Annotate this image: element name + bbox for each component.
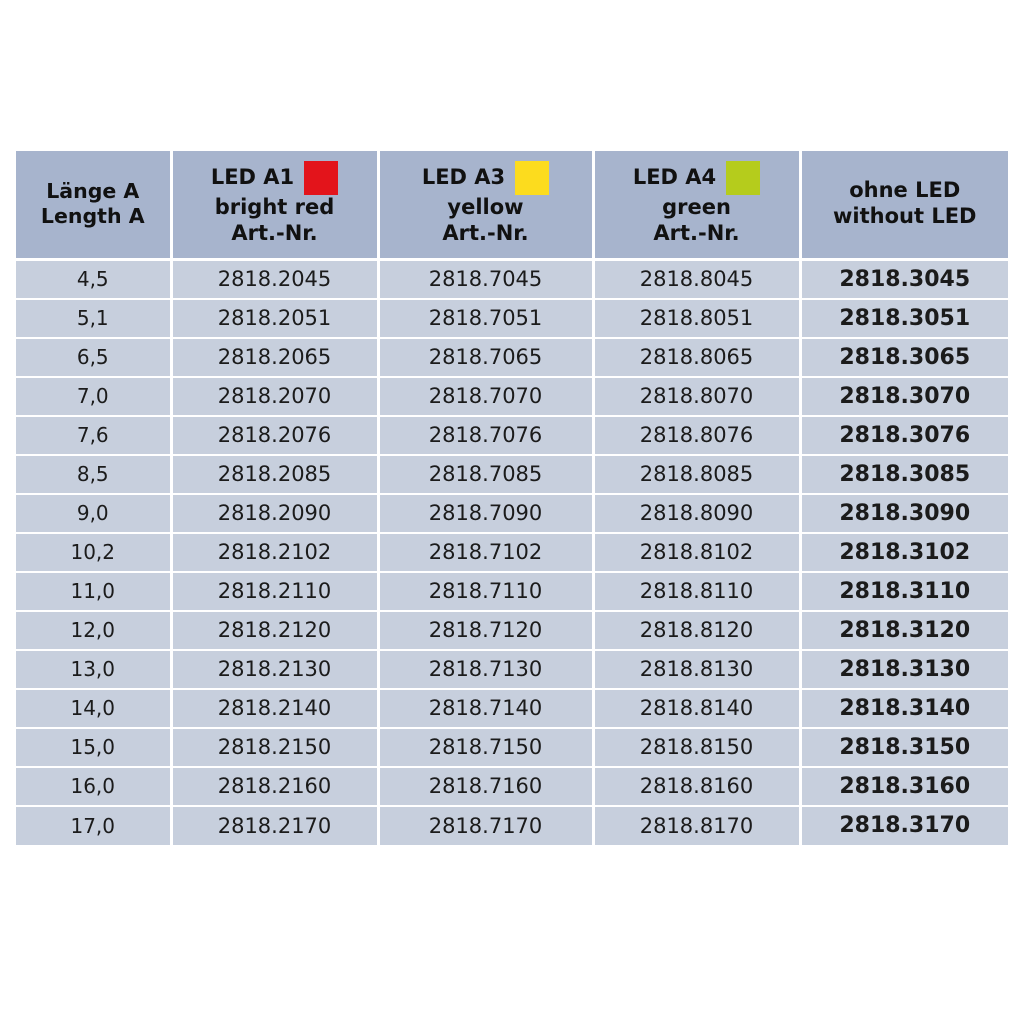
table-row [16, 494, 1008, 533]
cell-led-a1-artnr: 2818.2160 [171, 767, 378, 806]
cell-without-led-artnr: 2818.3045 [800, 260, 1008, 299]
column-header-length [16, 151, 171, 260]
cell-without-led-artnr: 2818.3170 [800, 806, 1008, 845]
column-header-led-a3 [378, 151, 593, 260]
table-row [16, 728, 1008, 767]
table-header-row [16, 151, 1008, 260]
cell-length: 9,0 [16, 494, 171, 533]
cell-led-a3-artnr: 2818.7170 [378, 806, 593, 845]
cell-length: 15,0 [16, 728, 171, 767]
cell-without-led-artnr: 2818.3130 [800, 650, 1008, 689]
cell-length: 11,0 [16, 572, 171, 611]
cell-length: 8,5 [16, 455, 171, 494]
column-header-led-a4-color: green [662, 195, 731, 219]
cell-led-a3-artnr: 2818.7110 [378, 572, 593, 611]
cell-led-a1-artnr: 2818.2070 [171, 377, 378, 416]
cell-led-a1-artnr: 2818.2076 [171, 416, 378, 455]
cell-led-a3-artnr: 2818.7150 [378, 728, 593, 767]
cell-led-a3-artnr: 2818.7160 [378, 767, 593, 806]
table-row [16, 806, 1008, 845]
red-color-swatch [304, 161, 338, 195]
cell-led-a3-artnr: 2818.7102 [378, 533, 593, 572]
cell-led-a3-artnr: 2818.7070 [378, 377, 593, 416]
cell-led-a1-artnr: 2818.2170 [171, 806, 378, 845]
column-header-led-a1-line1 [179, 161, 371, 195]
table-body [16, 260, 1008, 845]
table-header [16, 151, 1008, 260]
cell-led-a3-artnr: 2818.7090 [378, 494, 593, 533]
cell-length: 17,0 [16, 806, 171, 845]
cell-led-a4-artnr: 2818.8140 [593, 689, 800, 728]
cell-led-a3-artnr: 2818.7051 [378, 299, 593, 338]
cell-led-a1-artnr: 2818.2090 [171, 494, 378, 533]
cell-led-a4-artnr: 2818.8130 [593, 650, 800, 689]
cell-led-a1-artnr: 2818.2085 [171, 455, 378, 494]
cell-without-led-artnr: 2818.3120 [800, 611, 1008, 650]
cell-length: 4,5 [16, 260, 171, 299]
cell-led-a4-artnr: 2818.8085 [593, 455, 800, 494]
column-header-led-a4 [593, 151, 800, 260]
column-header-led-a1-color: bright red [214, 195, 335, 219]
table-row [16, 377, 1008, 416]
table-row [16, 611, 1008, 650]
column-header-led-a4-line1 [601, 161, 793, 195]
cell-length: 7,0 [16, 377, 171, 416]
cell-led-a4-artnr: 2818.8160 [593, 767, 800, 806]
cell-length: 13,0 [16, 650, 171, 689]
cell-length: 5,1 [16, 299, 171, 338]
cell-led-a4-artnr: 2818.8102 [593, 533, 800, 572]
cell-led-a3-artnr: 2818.7085 [378, 455, 593, 494]
column-header-led-a3-title: LED A3 [421, 165, 506, 190]
table-row [16, 767, 1008, 806]
cell-led-a4-artnr: 2818.8065 [593, 338, 800, 377]
cell-led-a4-artnr: 2818.8070 [593, 377, 800, 416]
cell-length: 10,2 [16, 533, 171, 572]
cell-without-led-artnr: 2818.3070 [800, 377, 1008, 416]
table-row [16, 533, 1008, 572]
cell-length: 16,0 [16, 767, 171, 806]
cell-without-led-artnr: 2818.3140 [800, 689, 1008, 728]
cell-led-a3-artnr: 2818.7045 [378, 260, 593, 299]
column-header-length-de: Länge A [46, 178, 140, 203]
green-color-swatch [726, 161, 760, 195]
cell-led-a1-artnr: 2818.2102 [171, 533, 378, 572]
cell-led-a4-artnr: 2818.8076 [593, 416, 800, 455]
cell-length: 12,0 [16, 611, 171, 650]
cell-led-a4-artnr: 2818.8090 [593, 494, 800, 533]
column-header-led-a3-line1 [386, 161, 586, 195]
table-row [16, 416, 1008, 455]
column-header-led-a4-title: LED A4 [632, 165, 717, 190]
cell-led-a4-artnr: 2818.8051 [593, 299, 800, 338]
table-row [16, 572, 1008, 611]
column-header-without-led [800, 151, 1008, 260]
cell-led-a3-artnr: 2818.7140 [378, 689, 593, 728]
cell-led-a1-artnr: 2818.2150 [171, 728, 378, 767]
cell-led-a4-artnr: 2818.8045 [593, 260, 800, 299]
cell-length: 14,0 [16, 689, 171, 728]
cell-led-a4-artnr: 2818.8170 [593, 806, 800, 845]
cell-without-led-artnr: 2818.3065 [800, 338, 1008, 377]
cell-led-a1-artnr: 2818.2110 [171, 572, 378, 611]
table-row [16, 689, 1008, 728]
cell-without-led-artnr: 2818.3102 [800, 533, 1008, 572]
table-row [16, 455, 1008, 494]
table-row [16, 650, 1008, 689]
column-header-length-en: Length A [40, 203, 145, 228]
yellow-color-swatch [515, 161, 549, 195]
cell-without-led-artnr: 2818.3085 [800, 455, 1008, 494]
cell-without-led-artnr: 2818.3160 [800, 767, 1008, 806]
cell-without-led-artnr: 2818.3090 [800, 494, 1008, 533]
cell-led-a3-artnr: 2818.7130 [378, 650, 593, 689]
cell-without-led-artnr: 2818.3150 [800, 728, 1008, 767]
column-header-led-a4-artnr: Art.-Nr. [653, 220, 740, 245]
cell-led-a3-artnr: 2818.7065 [378, 338, 593, 377]
cell-led-a3-artnr: 2818.7076 [378, 416, 593, 455]
column-header-led-a1-artnr: Art.-Nr. [231, 220, 318, 245]
column-header-led-a1-title: LED A1 [210, 165, 295, 190]
cell-led-a1-artnr: 2818.2120 [171, 611, 378, 650]
column-header-without-led-de: ohne LED [849, 178, 961, 202]
table-row [16, 260, 1008, 299]
cell-led-a4-artnr: 2818.8120 [593, 611, 800, 650]
cell-led-a3-artnr: 2818.7120 [378, 611, 593, 650]
cell-length: 6,5 [16, 338, 171, 377]
cell-without-led-artnr: 2818.3051 [800, 299, 1008, 338]
cell-led-a1-artnr: 2818.2051 [171, 299, 378, 338]
column-header-led-a3-artnr: Art.-Nr. [442, 220, 529, 245]
cell-led-a4-artnr: 2818.8110 [593, 572, 800, 611]
column-header-led-a3-color: yellow [447, 195, 524, 219]
cell-led-a4-artnr: 2818.8150 [593, 728, 800, 767]
cell-led-a1-artnr: 2818.2045 [171, 260, 378, 299]
cell-led-a1-artnr: 2818.2140 [171, 689, 378, 728]
column-header-length-line1 [22, 179, 164, 204]
cell-led-a1-artnr: 2818.2130 [171, 650, 378, 689]
cell-without-led-artnr: 2818.3110 [800, 572, 1008, 611]
cell-without-led-artnr: 2818.3076 [800, 416, 1008, 455]
column-header-led-a1 [171, 151, 378, 260]
cell-led-a1-artnr: 2818.2065 [171, 338, 378, 377]
table-row [16, 338, 1008, 377]
table-row [16, 299, 1008, 338]
cell-length: 7,6 [16, 416, 171, 455]
column-header-without-led-en: without LED [833, 203, 977, 228]
article-number-table [16, 151, 1008, 845]
